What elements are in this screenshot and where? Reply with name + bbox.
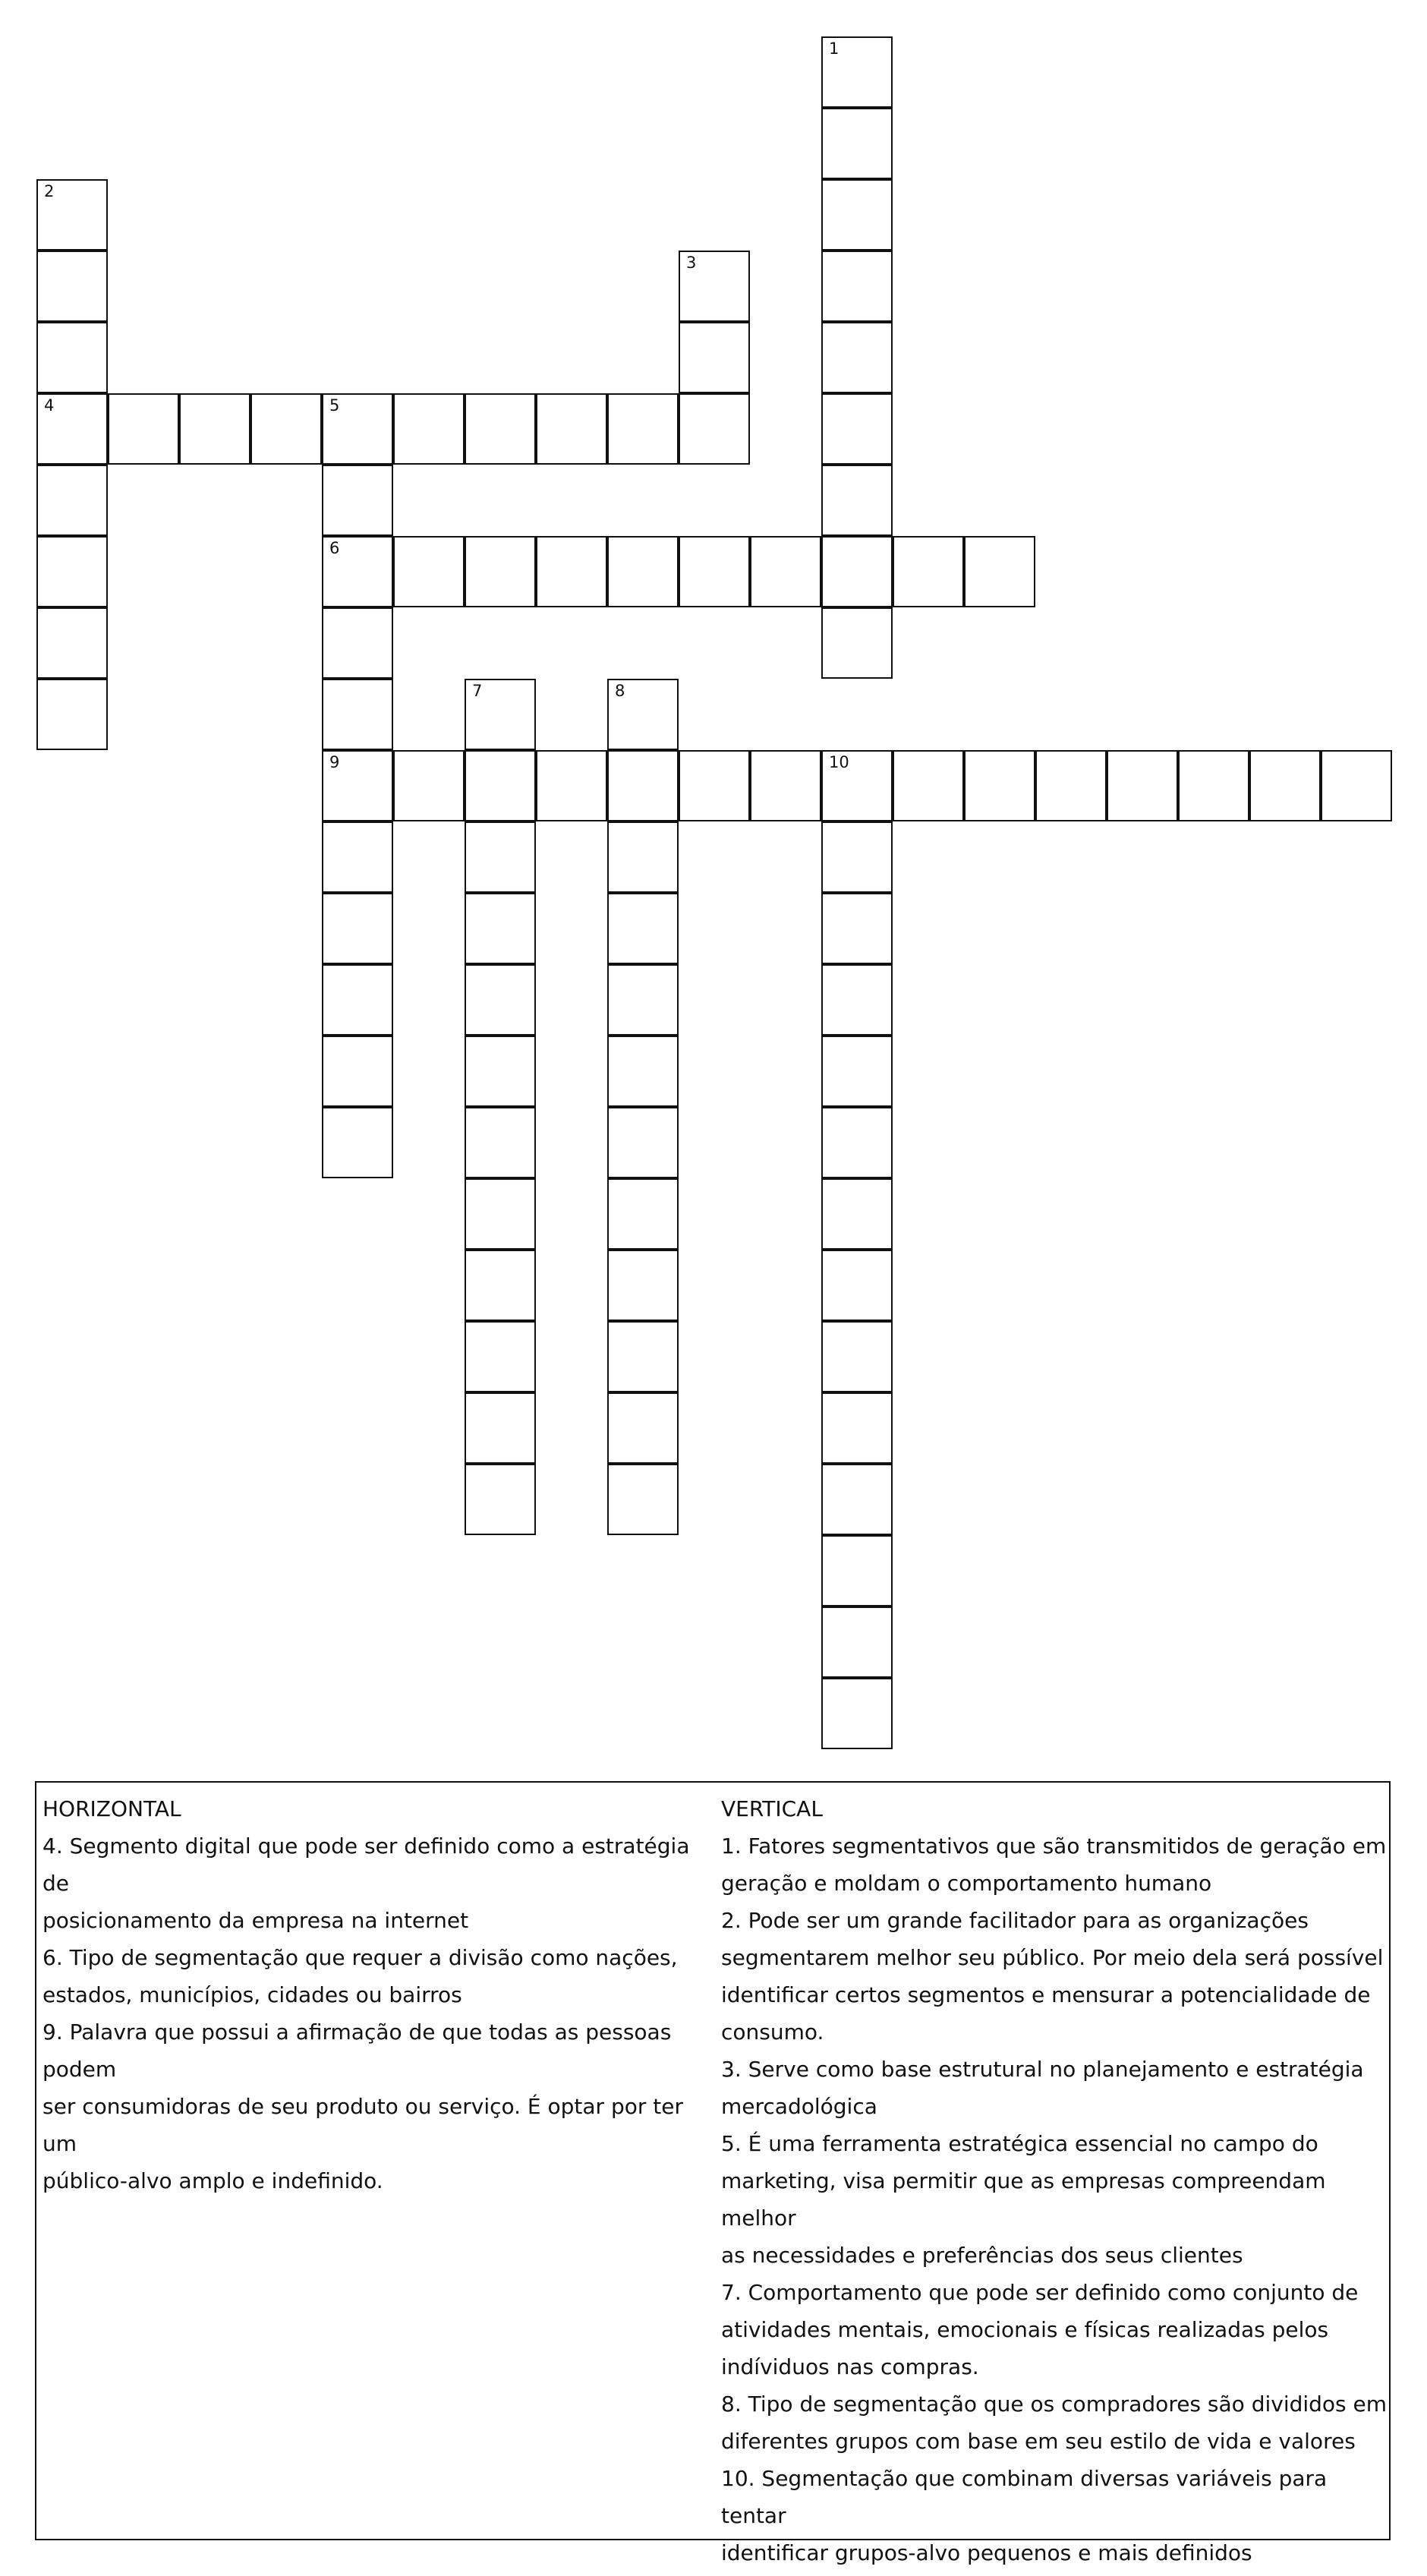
grid-cell[interactable] [322,750,393,821]
grid-cell[interactable] [1249,750,1321,821]
grid-cell[interactable] [607,964,679,1036]
grid-cell[interactable] [36,465,108,536]
grid-cell[interactable] [465,1250,536,1321]
grid-cell[interactable] [36,536,108,607]
grid-cell[interactable] [607,1392,679,1464]
grid-cell[interactable] [821,322,893,393]
grid-cell[interactable] [679,322,750,393]
grid-cell[interactable] [1178,750,1249,821]
grid-cell[interactable] [322,1036,393,1107]
grid-cell[interactable] [465,1392,536,1464]
grid-cell[interactable] [465,1178,536,1250]
grid-cell[interactable] [821,1250,893,1321]
grid-cell[interactable] [607,1107,679,1178]
grid-cell[interactable] [821,1036,893,1107]
clue-3-down: 3. Serve como base estrutural no planejamento e estratégia mercadológica [721,2057,1364,2119]
grid-cell[interactable] [607,679,679,750]
grid-cell[interactable] [821,465,893,536]
grid-cell[interactable] [536,393,607,465]
grid-cell[interactable] [322,964,393,1036]
grid-cell[interactable] [465,393,536,465]
clue-9-across: 9. Palavra que possui a afirmação de que todas as pessoas podem ser consumidoras de seu produto ou serviço. É optar por ter um público-alvo amplo e indefinido. [43,2019,684,2193]
grid-cell[interactable] [679,750,750,821]
grid-cell[interactable] [322,679,393,750]
grid-cell[interactable] [679,393,750,465]
vertical-heading: VERTICAL [721,1796,823,1821]
clue-4-across: 4. Segmento digital que pode ser definido como a estratégia de posicionamento da empresa na internet [43,1833,690,1933]
grid-cell[interactable] [607,393,679,465]
grid-cell[interactable] [465,964,536,1036]
grid-cell[interactable] [465,1036,536,1107]
grid-cell[interactable] [893,536,964,607]
grid-cell[interactable] [821,1535,893,1606]
grid-cell[interactable] [607,1464,679,1535]
grid-cell[interactable] [179,393,250,465]
grid-cell[interactable] [465,1464,536,1535]
grid-cell[interactable] [607,750,679,821]
grid-cell[interactable] [821,1678,893,1749]
clue-number: 9 [329,753,340,771]
grid-cell[interactable] [607,1250,679,1321]
grid-cell[interactable] [322,536,393,607]
grid-cell[interactable] [322,607,393,679]
grid-cell[interactable] [821,1606,893,1678]
grid-cell[interactable] [322,393,393,465]
clue-number: 4 [44,396,55,415]
grid-cell[interactable] [536,536,607,607]
clue-2-down: 2. Pode ser um grande facilitador para as organizações segmentarem melhor seu público. Por meio dela será possível identificar certos segmentos e mensurar a potencialidade de consumo. [721,1908,1384,2045]
clue-number: 1 [829,39,840,58]
grid-cell[interactable] [322,893,393,964]
clue-number: 6 [329,539,340,557]
grid-cell[interactable] [750,750,821,821]
grid-cell[interactable] [964,750,1035,821]
grid-cell[interactable] [821,393,893,465]
grid-cell[interactable] [1107,750,1178,821]
grid-cell[interactable] [821,607,893,679]
clue-number: 8 [615,682,625,700]
grid-cell[interactable] [821,1178,893,1250]
grid-cell[interactable] [36,393,108,465]
grid-cell[interactable] [821,1464,893,1535]
grid-cell[interactable] [36,179,108,251]
grid-cell[interactable] [465,1321,536,1392]
clue-8-down: 8. Tipo de segmentação que os compradores são divididos em diferentes grupos com base em seu estilo de vida e valores [721,2392,1388,2454]
grid-cell[interactable] [322,1107,393,1178]
grid-cell[interactable] [322,465,393,536]
clue-number: 5 [329,396,340,415]
grid-cell[interactable] [607,893,679,964]
grid-cell[interactable] [821,750,893,821]
clue-number: 3 [686,254,697,272]
clue-number: 7 [472,682,483,700]
grid-cell[interactable] [465,536,536,607]
grid-cell[interactable] [250,393,322,465]
grid-cell[interactable] [750,536,821,607]
horizontal-clues [43,1790,710,2199]
vertical-clues [721,1790,1389,2571]
grid-cell[interactable] [393,536,465,607]
grid-cell[interactable] [607,821,679,893]
grid-cell[interactable] [607,1036,679,1107]
clues-box [35,1781,1391,2565]
grid-cell[interactable] [821,1392,893,1464]
grid-cell[interactable] [1321,750,1392,821]
grid-cell[interactable] [607,536,679,607]
clue-1-down: 1. Fatores segmentativos que são transmitidos de geração em geração e moldam o comportamento humano [721,1833,1387,1896]
grid-cell[interactable] [821,179,893,251]
grid-cell[interactable] [679,536,750,607]
grid-cell[interactable] [821,536,893,607]
grid-cell[interactable] [36,251,108,322]
grid-cell[interactable] [36,607,108,679]
grid-cell[interactable] [108,393,179,465]
grid-cell[interactable] [821,251,893,322]
grid-cell[interactable] [964,536,1035,607]
grid-cell[interactable] [393,393,465,465]
clue-number: 2 [44,182,55,200]
grid-cell[interactable] [1035,750,1107,821]
clue-7-down: 7. Comportamento que pode ser definido como conjunto de atividades mentais, emocionais e físicas realizadas pelos indíviduos nas compras. [721,2280,1359,2379]
grid-cell[interactable] [536,750,607,821]
grid-cell[interactable] [607,1178,679,1250]
grid-cell[interactable] [465,821,536,893]
grid-cell[interactable] [821,1107,893,1178]
grid-cell[interactable] [36,322,108,393]
clue-5-down: 5. É uma ferramenta estratégica essencial no campo do marketing, visa permitir que as empresas compreendam melhor as necessidades e preferências dos seus clientes [721,2131,1326,2268]
grid-cell[interactable] [821,36,893,108]
clue-6-across: 6. Tipo de segmentação que requer a divisão como nações, estados, municípios, cidades ou bairros [43,1945,678,2007]
grid-cell[interactable] [679,251,750,322]
grid-cell[interactable] [465,679,536,750]
grid-cell[interactable] [36,679,108,750]
grid-cell[interactable] [465,893,536,964]
grid-cell[interactable] [607,1321,679,1392]
grid-cell[interactable] [821,893,893,964]
grid-cell[interactable] [893,750,964,821]
grid-cell[interactable] [821,108,893,179]
grid-cell[interactable] [465,1107,536,1178]
grid-cell[interactable] [821,821,893,893]
grid-cell[interactable] [322,821,393,893]
clue-10-down: 10. Segmentação que combinam diversas variáveis para tentar identificar grupos-alvo pequenos e mais definidos [721,2466,1328,2565]
grid-cell[interactable] [465,750,536,821]
grid-cell[interactable] [821,964,893,1036]
grid-cell[interactable] [821,1321,893,1392]
grid-cell[interactable] [393,750,465,821]
clue-number: 10 [829,753,849,771]
horizontal-heading: HORIZONTAL [43,1796,181,1821]
